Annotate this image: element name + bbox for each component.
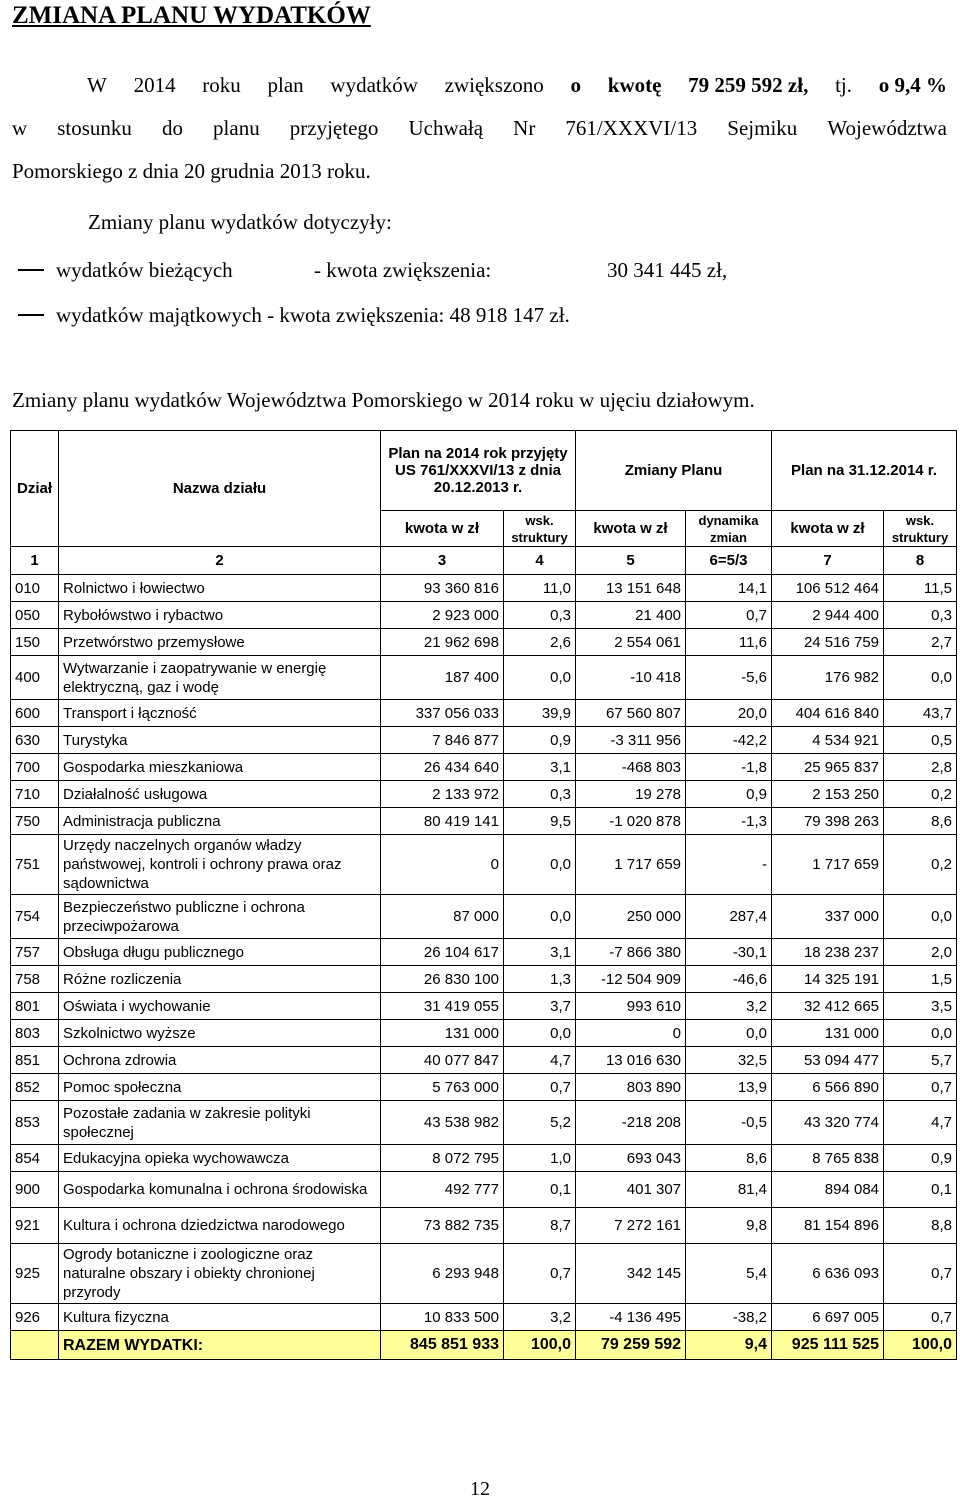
change-amount-cell: 2 554 061 [576, 629, 686, 656]
header-plan-end: Plan na 31.12.2014 r. [772, 431, 957, 511]
plan-structure-cell: 3,7 [504, 993, 576, 1020]
total-label-cell: RAZEM WYDATKI: [59, 1331, 381, 1360]
change-dynamics-cell: 11,6 [686, 629, 772, 656]
plan-amount-cell: 10 833 500 [381, 1304, 504, 1331]
plan-end-structure-cell: 43,7 [884, 700, 957, 727]
table-row [11, 1208, 957, 1244]
intro-word: w [12, 116, 28, 140]
dzial-name-cell: Administracja publiczna [59, 808, 381, 835]
intro-word: 2014 [133, 73, 176, 97]
dzial-name-cell: Wytwarzanie i zaopatrywanie w energię elektryczną, gaz i wodę [59, 656, 381, 700]
plan-end-amount-cell: 8 765 838 [772, 1145, 884, 1172]
dzial-name-cell: Bezpieczeństwo publiczne i ochrona przeciwpożarowa [59, 895, 381, 939]
plan-amount-cell: 40 077 847 [381, 1047, 504, 1074]
dash-bullet-icon [18, 269, 44, 271]
dash-bullet-icon [18, 314, 44, 316]
page-number: 12 [470, 1478, 490, 1500]
dzial-name-cell: Działalność usługowa [59, 781, 381, 808]
dzial-code-cell: 050 [11, 602, 59, 629]
plan-amount-cell: 26 434 640 [381, 754, 504, 781]
plan-end-amount-cell: 81 154 896 [772, 1208, 884, 1244]
dzial-name-cell: Ogrody botaniczne i zoologiczne oraz naturalne obszary i obiekty chronionej przyrody [59, 1244, 381, 1304]
plan-end-amount-cell: 53 094 477 [772, 1047, 884, 1074]
plan-end-structure-cell: 0,7 [884, 1244, 957, 1304]
plan-end-amount-cell: 6 697 005 [772, 1304, 884, 1331]
intro-word: do [161, 116, 183, 140]
plan-end-amount-cell: 6 636 093 [772, 1244, 884, 1304]
change-amount-cell: 250 000 [576, 895, 686, 939]
change-amount-cell: -4 136 495 [576, 1304, 686, 1331]
intro-word: przyjętego [289, 116, 379, 140]
plan-amount-cell: 492 777 [381, 1172, 504, 1208]
dzial-code-cell: 926 [11, 1304, 59, 1331]
total-plan-end-cell: 925 111 525 [772, 1331, 884, 1360]
intro-word: Sejmiku [727, 116, 798, 140]
table-row [11, 993, 957, 1020]
dzial-name-cell: Rolnictwo i łowiectwo [59, 575, 381, 602]
plan-end-structure-cell: 11,5 [884, 575, 957, 602]
dzial-code-cell: 750 [11, 808, 59, 835]
header-plan-wsk: wsk. struktury [504, 511, 576, 547]
plan-end-amount-cell: 32 412 665 [772, 993, 884, 1020]
intro-word: zwiększono [444, 73, 544, 97]
plan-end-amount-cell: 337 000 [772, 895, 884, 939]
plan-structure-cell: 3,1 [504, 939, 576, 966]
table-row [11, 835, 957, 895]
header-nazwa: Nazwa działu [59, 431, 381, 547]
plan-end-amount-cell: 6 566 890 [772, 1074, 884, 1101]
change-dynamics-cell: -30,1 [686, 939, 772, 966]
intro-word: kwotę [607, 73, 662, 97]
table-row [11, 1047, 957, 1074]
plan-end-amount-cell: 25 965 837 [772, 754, 884, 781]
dzial-code-cell: 710 [11, 781, 59, 808]
plan-end-structure-cell: 5,7 [884, 1047, 957, 1074]
intro-word: Województwa [827, 116, 947, 140]
intro-line-1 [12, 64, 947, 107]
dzial-code-cell: 851 [11, 1047, 59, 1074]
table-row [11, 808, 957, 835]
dzial-name-cell: Kultura fizyczna [59, 1304, 381, 1331]
plan-structure-cell: 2,6 [504, 629, 576, 656]
change-amount-cell: -7 866 380 [576, 939, 686, 966]
plan-structure-cell: 1,3 [504, 966, 576, 993]
dzial-code-cell: 754 [11, 895, 59, 939]
change-dynamics-cell: 9,8 [686, 1208, 772, 1244]
change-amount-cell: 21 400 [576, 602, 686, 629]
plan-amount-cell: 31 419 055 [381, 993, 504, 1020]
capital-expenses-text: wydatków majątkowych - kwota zwiększenia: 48 918 147 zł. [56, 303, 570, 327]
table-row [11, 602, 957, 629]
change-dynamics-cell: 20,0 [686, 700, 772, 727]
intro-word: o 9,4 % [878, 73, 947, 97]
plan-structure-cell: 0,7 [504, 1244, 576, 1304]
change-dynamics-cell: -1,8 [686, 754, 772, 781]
plan-end-amount-cell: 176 982 [772, 656, 884, 700]
plan-end-structure-cell: 0,5 [884, 727, 957, 754]
plan-structure-cell: 3,1 [504, 754, 576, 781]
plan-end-structure-cell: 4,7 [884, 1101, 957, 1145]
plan-amount-cell: 2 923 000 [381, 602, 504, 629]
plan-end-structure-cell: 0,1 [884, 1172, 957, 1208]
change-dynamics-cell: 81,4 [686, 1172, 772, 1208]
plan-structure-cell: 0,9 [504, 727, 576, 754]
index-cell: 7 [772, 547, 884, 575]
change-dynamics-cell: 0,0 [686, 1020, 772, 1047]
dzial-code-cell: 852 [11, 1074, 59, 1101]
plan-end-amount-cell: 404 616 840 [772, 700, 884, 727]
table-row [11, 575, 957, 602]
plan-structure-cell: 0,3 [504, 781, 576, 808]
change-dynamics-cell: 3,2 [686, 993, 772, 1020]
change-dynamics-cell: -1,3 [686, 808, 772, 835]
bullet-current-expenses [18, 258, 727, 283]
change-dynamics-cell: 13,9 [686, 1074, 772, 1101]
current-expenses-amount: 30 341 445 zł, [607, 258, 728, 282]
change-dynamics-cell: 0,9 [686, 781, 772, 808]
current-expenses-label: wydatków bieżących [56, 258, 233, 282]
intro-line-2 [12, 107, 947, 150]
dzial-name-cell: Gospodarka mieszkaniowa [59, 754, 381, 781]
plan-structure-cell: 5,2 [504, 1101, 576, 1145]
table-row [11, 1145, 957, 1172]
dzial-name-cell: Obsługa długu publicznego [59, 939, 381, 966]
dzial-name-cell: Turystyka [59, 727, 381, 754]
plan-end-structure-cell: 0,7 [884, 1074, 957, 1101]
intro-line-3: Pomorskiego z dnia 20 grudnia 2013 roku. [12, 159, 371, 183]
plan-end-structure-cell: 0,7 [884, 1304, 957, 1331]
plan-end-structure-cell: 3,5 [884, 993, 957, 1020]
bullet-capital-expenses [18, 303, 570, 328]
table-row [11, 939, 957, 966]
change-dynamics-cell: 32,5 [686, 1047, 772, 1074]
plan-structure-cell: 0,0 [504, 835, 576, 895]
plan-structure-cell: 0,7 [504, 1074, 576, 1101]
dzial-code-cell: 150 [11, 629, 59, 656]
plan-end-amount-cell: 2 944 400 [772, 602, 884, 629]
plan-end-structure-cell: 2,7 [884, 629, 957, 656]
header-end-kwota: kwota w zł [772, 511, 884, 547]
change-amount-cell: 401 307 [576, 1172, 686, 1208]
dzial-code-cell: 751 [11, 835, 59, 895]
header-plan: Plan na 2014 rok przyjęty US 761/XXXVI/13 z dnia 20.12.2013 r. [381, 431, 576, 511]
intro-word: stosunku [57, 116, 132, 140]
table-row [11, 895, 957, 939]
header-zmiany: Zmiany Planu [576, 431, 772, 511]
dzial-name-cell: Różne rozliczenia [59, 966, 381, 993]
table-row [11, 1074, 957, 1101]
change-amount-cell: -218 208 [576, 1101, 686, 1145]
plan-amount-cell: 7 846 877 [381, 727, 504, 754]
header-plan-kwota: kwota w zł [381, 511, 504, 547]
total-plan-cell: 845 851 933 [381, 1331, 504, 1360]
plan-structure-cell: 1,0 [504, 1145, 576, 1172]
dzial-code-cell: 630 [11, 727, 59, 754]
dzial-code-cell: 010 [11, 575, 59, 602]
plan-end-amount-cell: 14 325 191 [772, 966, 884, 993]
change-amount-cell: 0 [576, 1020, 686, 1047]
plan-amount-cell: 73 882 735 [381, 1208, 504, 1244]
intro-word: 79 259 592 zł, [688, 73, 809, 97]
plan-end-amount-cell: 131 000 [772, 1020, 884, 1047]
plan-end-structure-cell: 1,5 [884, 966, 957, 993]
intro-word: W [87, 73, 107, 97]
change-amount-cell: -468 803 [576, 754, 686, 781]
plan-structure-cell: 8,7 [504, 1208, 576, 1244]
index-cell: 6=5/3 [686, 547, 772, 575]
plan-amount-cell: 187 400 [381, 656, 504, 700]
dzial-code-cell: 921 [11, 1208, 59, 1244]
plan-end-amount-cell: 43 320 774 [772, 1101, 884, 1145]
change-amount-cell: -10 418 [576, 656, 686, 700]
dzial-name-cell: Przetwórstwo przemysłowe [59, 629, 381, 656]
dzial-name-cell: Pozostałe zadania w zakresie polityki społecznej [59, 1101, 381, 1145]
change-amount-cell: -12 504 909 [576, 966, 686, 993]
plan-structure-cell: 0,1 [504, 1172, 576, 1208]
change-dynamics-cell: 5,4 [686, 1244, 772, 1304]
plan-end-amount-cell: 18 238 237 [772, 939, 884, 966]
plan-end-structure-cell: 0,0 [884, 656, 957, 700]
change-amount-cell: 19 278 [576, 781, 686, 808]
change-amount-cell: 13 016 630 [576, 1047, 686, 1074]
plan-end-structure-cell: 0,9 [884, 1145, 957, 1172]
plan-structure-cell: 4,7 [504, 1047, 576, 1074]
dzial-name-cell: Ochrona zdrowia [59, 1047, 381, 1074]
total-plan-structure-cell: 100,0 [504, 1331, 576, 1360]
change-dynamics-cell: 287,4 [686, 895, 772, 939]
plan-structure-cell: 3,2 [504, 1304, 576, 1331]
plan-end-amount-cell: 24 516 759 [772, 629, 884, 656]
total-change-cell: 79 259 592 [576, 1331, 686, 1360]
plan-amount-cell: 43 538 982 [381, 1101, 504, 1145]
plan-end-structure-cell: 0,2 [884, 835, 957, 895]
change-amount-cell: 342 145 [576, 1244, 686, 1304]
index-cell: 8 [884, 547, 957, 575]
plan-amount-cell: 2 133 972 [381, 781, 504, 808]
plan-end-amount-cell: 2 153 250 [772, 781, 884, 808]
intro-word: Nr [513, 116, 536, 140]
plan-end-structure-cell: 2,0 [884, 939, 957, 966]
total-end-structure-cell: 100,0 [884, 1331, 957, 1360]
plan-end-structure-cell: 0,0 [884, 895, 957, 939]
plan-amount-cell: 8 072 795 [381, 1145, 504, 1172]
table-row [11, 966, 957, 993]
dzial-code-cell: 854 [11, 1145, 59, 1172]
plan-end-amount-cell: 1 717 659 [772, 835, 884, 895]
index-cell: 2 [59, 547, 381, 575]
header-end-wsk: wsk. struktury [884, 511, 957, 547]
intro-word: planu [213, 116, 260, 140]
change-amount-cell: 803 890 [576, 1074, 686, 1101]
change-amount-cell: 693 043 [576, 1145, 686, 1172]
plan-structure-cell: 0,0 [504, 656, 576, 700]
table-row [11, 656, 957, 700]
intro-word: wydatków [330, 73, 418, 97]
table-caption: Zmiany planu wydatków Województwa Pomorskiego w 2014 roku w ujęciu działowym. [12, 388, 755, 412]
plan-structure-cell: 0,3 [504, 602, 576, 629]
current-expenses-increase-label: - kwota zwiększenia: [314, 258, 492, 282]
index-cell: 5 [576, 547, 686, 575]
plan-amount-cell: 21 962 698 [381, 629, 504, 656]
table-row [11, 1244, 957, 1304]
dzial-name-cell: Pomoc społeczna [59, 1074, 381, 1101]
total-dynamics-cell: 9,4 [686, 1331, 772, 1360]
header-change-kwota: kwota w zł [576, 511, 686, 547]
plan-amount-cell: 93 360 816 [381, 575, 504, 602]
changes-intro: Zmiany planu wydatków dotyczyły: [88, 210, 392, 234]
dzial-name-cell: Szkolnictwo wyższe [59, 1020, 381, 1047]
plan-end-structure-cell: 2,8 [884, 754, 957, 781]
header-dynamika: dynamika zmian [686, 511, 772, 547]
plan-end-structure-cell: 8,8 [884, 1208, 957, 1244]
change-amount-cell: 1 717 659 [576, 835, 686, 895]
change-dynamics-cell: 0,7 [686, 602, 772, 629]
plan-end-amount-cell: 106 512 464 [772, 575, 884, 602]
plan-end-structure-cell: 0,2 [884, 781, 957, 808]
intro-word: tj. [835, 73, 852, 97]
dzial-name-cell: Kultura i ochrona dziedzictwa narodowego [59, 1208, 381, 1244]
dzial-code-cell: 700 [11, 754, 59, 781]
intro-paragraph [12, 64, 947, 193]
expenses-table [10, 430, 957, 1360]
plan-amount-cell: 80 419 141 [381, 808, 504, 835]
change-dynamics-cell: 14,1 [686, 575, 772, 602]
dzial-name-cell: Rybołówstwo i rybactwo [59, 602, 381, 629]
dzial-name-cell: Edukacyjna opieka wychowawcza [59, 1145, 381, 1172]
plan-structure-cell: 11,0 [504, 575, 576, 602]
index-cell: 3 [381, 547, 504, 575]
dzial-code-cell: 757 [11, 939, 59, 966]
dzial-code-cell: 803 [11, 1020, 59, 1047]
total-row [11, 1331, 957, 1360]
intro-word: Uchwałą [408, 116, 484, 140]
plan-amount-cell: 0 [381, 835, 504, 895]
change-amount-cell: -1 020 878 [576, 808, 686, 835]
table-row [11, 700, 957, 727]
table-row [11, 1304, 957, 1331]
table-row [11, 754, 957, 781]
page-heading: ZMIANA PLANU WYDATKÓW [12, 2, 371, 29]
dzial-name-cell: Oświata i wychowanie [59, 993, 381, 1020]
plan-end-amount-cell: 4 534 921 [772, 727, 884, 754]
change-dynamics-cell: -46,6 [686, 966, 772, 993]
total-blank-cell [11, 1331, 59, 1360]
change-amount-cell: 67 560 807 [576, 700, 686, 727]
plan-end-structure-cell: 0,0 [884, 1020, 957, 1047]
change-dynamics-cell: -5,6 [686, 656, 772, 700]
plan-structure-cell: 0,0 [504, 1020, 576, 1047]
plan-amount-cell: 6 293 948 [381, 1244, 504, 1304]
plan-end-amount-cell: 894 084 [772, 1172, 884, 1208]
table-row [11, 1020, 957, 1047]
change-dynamics-cell: -38,2 [686, 1304, 772, 1331]
change-amount-cell: 993 610 [576, 993, 686, 1020]
column-index-row [11, 547, 957, 575]
plan-amount-cell: 26 830 100 [381, 966, 504, 993]
index-cell: 1 [11, 547, 59, 575]
change-amount-cell: 7 272 161 [576, 1208, 686, 1244]
plan-amount-cell: 337 056 033 [381, 700, 504, 727]
plan-structure-cell: 39,9 [504, 700, 576, 727]
table-row [11, 781, 957, 808]
change-dynamics-cell: -42,2 [686, 727, 772, 754]
intro-word: 761/XXXVI/13 [565, 116, 698, 140]
table-row [11, 629, 957, 656]
plan-structure-cell: 0,0 [504, 895, 576, 939]
dzial-name-cell: Gospodarka komunalna i ochrona środowiska [59, 1172, 381, 1208]
dzial-code-cell: 900 [11, 1172, 59, 1208]
intro-word: roku [202, 73, 241, 97]
dzial-name-cell: Transport i łączność [59, 700, 381, 727]
header-dzial: Dział [11, 431, 59, 547]
plan-end-amount-cell: 79 398 263 [772, 808, 884, 835]
table-row [11, 1101, 957, 1145]
plan-end-structure-cell: 0,3 [884, 602, 957, 629]
dzial-name-cell: Urzędy naczelnych organów władzy państwowej, kontroli i ochrony prawa oraz sądownictwa [59, 835, 381, 895]
plan-amount-cell: 5 763 000 [381, 1074, 504, 1101]
dzial-code-cell: 853 [11, 1101, 59, 1145]
change-dynamics-cell: - [686, 835, 772, 895]
plan-end-structure-cell: 8,6 [884, 808, 957, 835]
plan-amount-cell: 131 000 [381, 1020, 504, 1047]
dzial-code-cell: 925 [11, 1244, 59, 1304]
change-dynamics-cell: 8,6 [686, 1145, 772, 1172]
intro-word: o [570, 73, 582, 97]
plan-structure-cell: 9,5 [504, 808, 576, 835]
plan-amount-cell: 87 000 [381, 895, 504, 939]
dzial-code-cell: 758 [11, 966, 59, 993]
dzial-code-cell: 801 [11, 993, 59, 1020]
change-dynamics-cell: -0,5 [686, 1101, 772, 1145]
index-cell: 4 [504, 547, 576, 575]
change-amount-cell: 13 151 648 [576, 575, 686, 602]
table-row [11, 1172, 957, 1208]
intro-word: plan [267, 73, 304, 97]
dzial-code-cell: 600 [11, 700, 59, 727]
change-amount-cell: -3 311 956 [576, 727, 686, 754]
table-row [11, 727, 957, 754]
plan-amount-cell: 26 104 617 [381, 939, 504, 966]
dzial-code-cell: 400 [11, 656, 59, 700]
